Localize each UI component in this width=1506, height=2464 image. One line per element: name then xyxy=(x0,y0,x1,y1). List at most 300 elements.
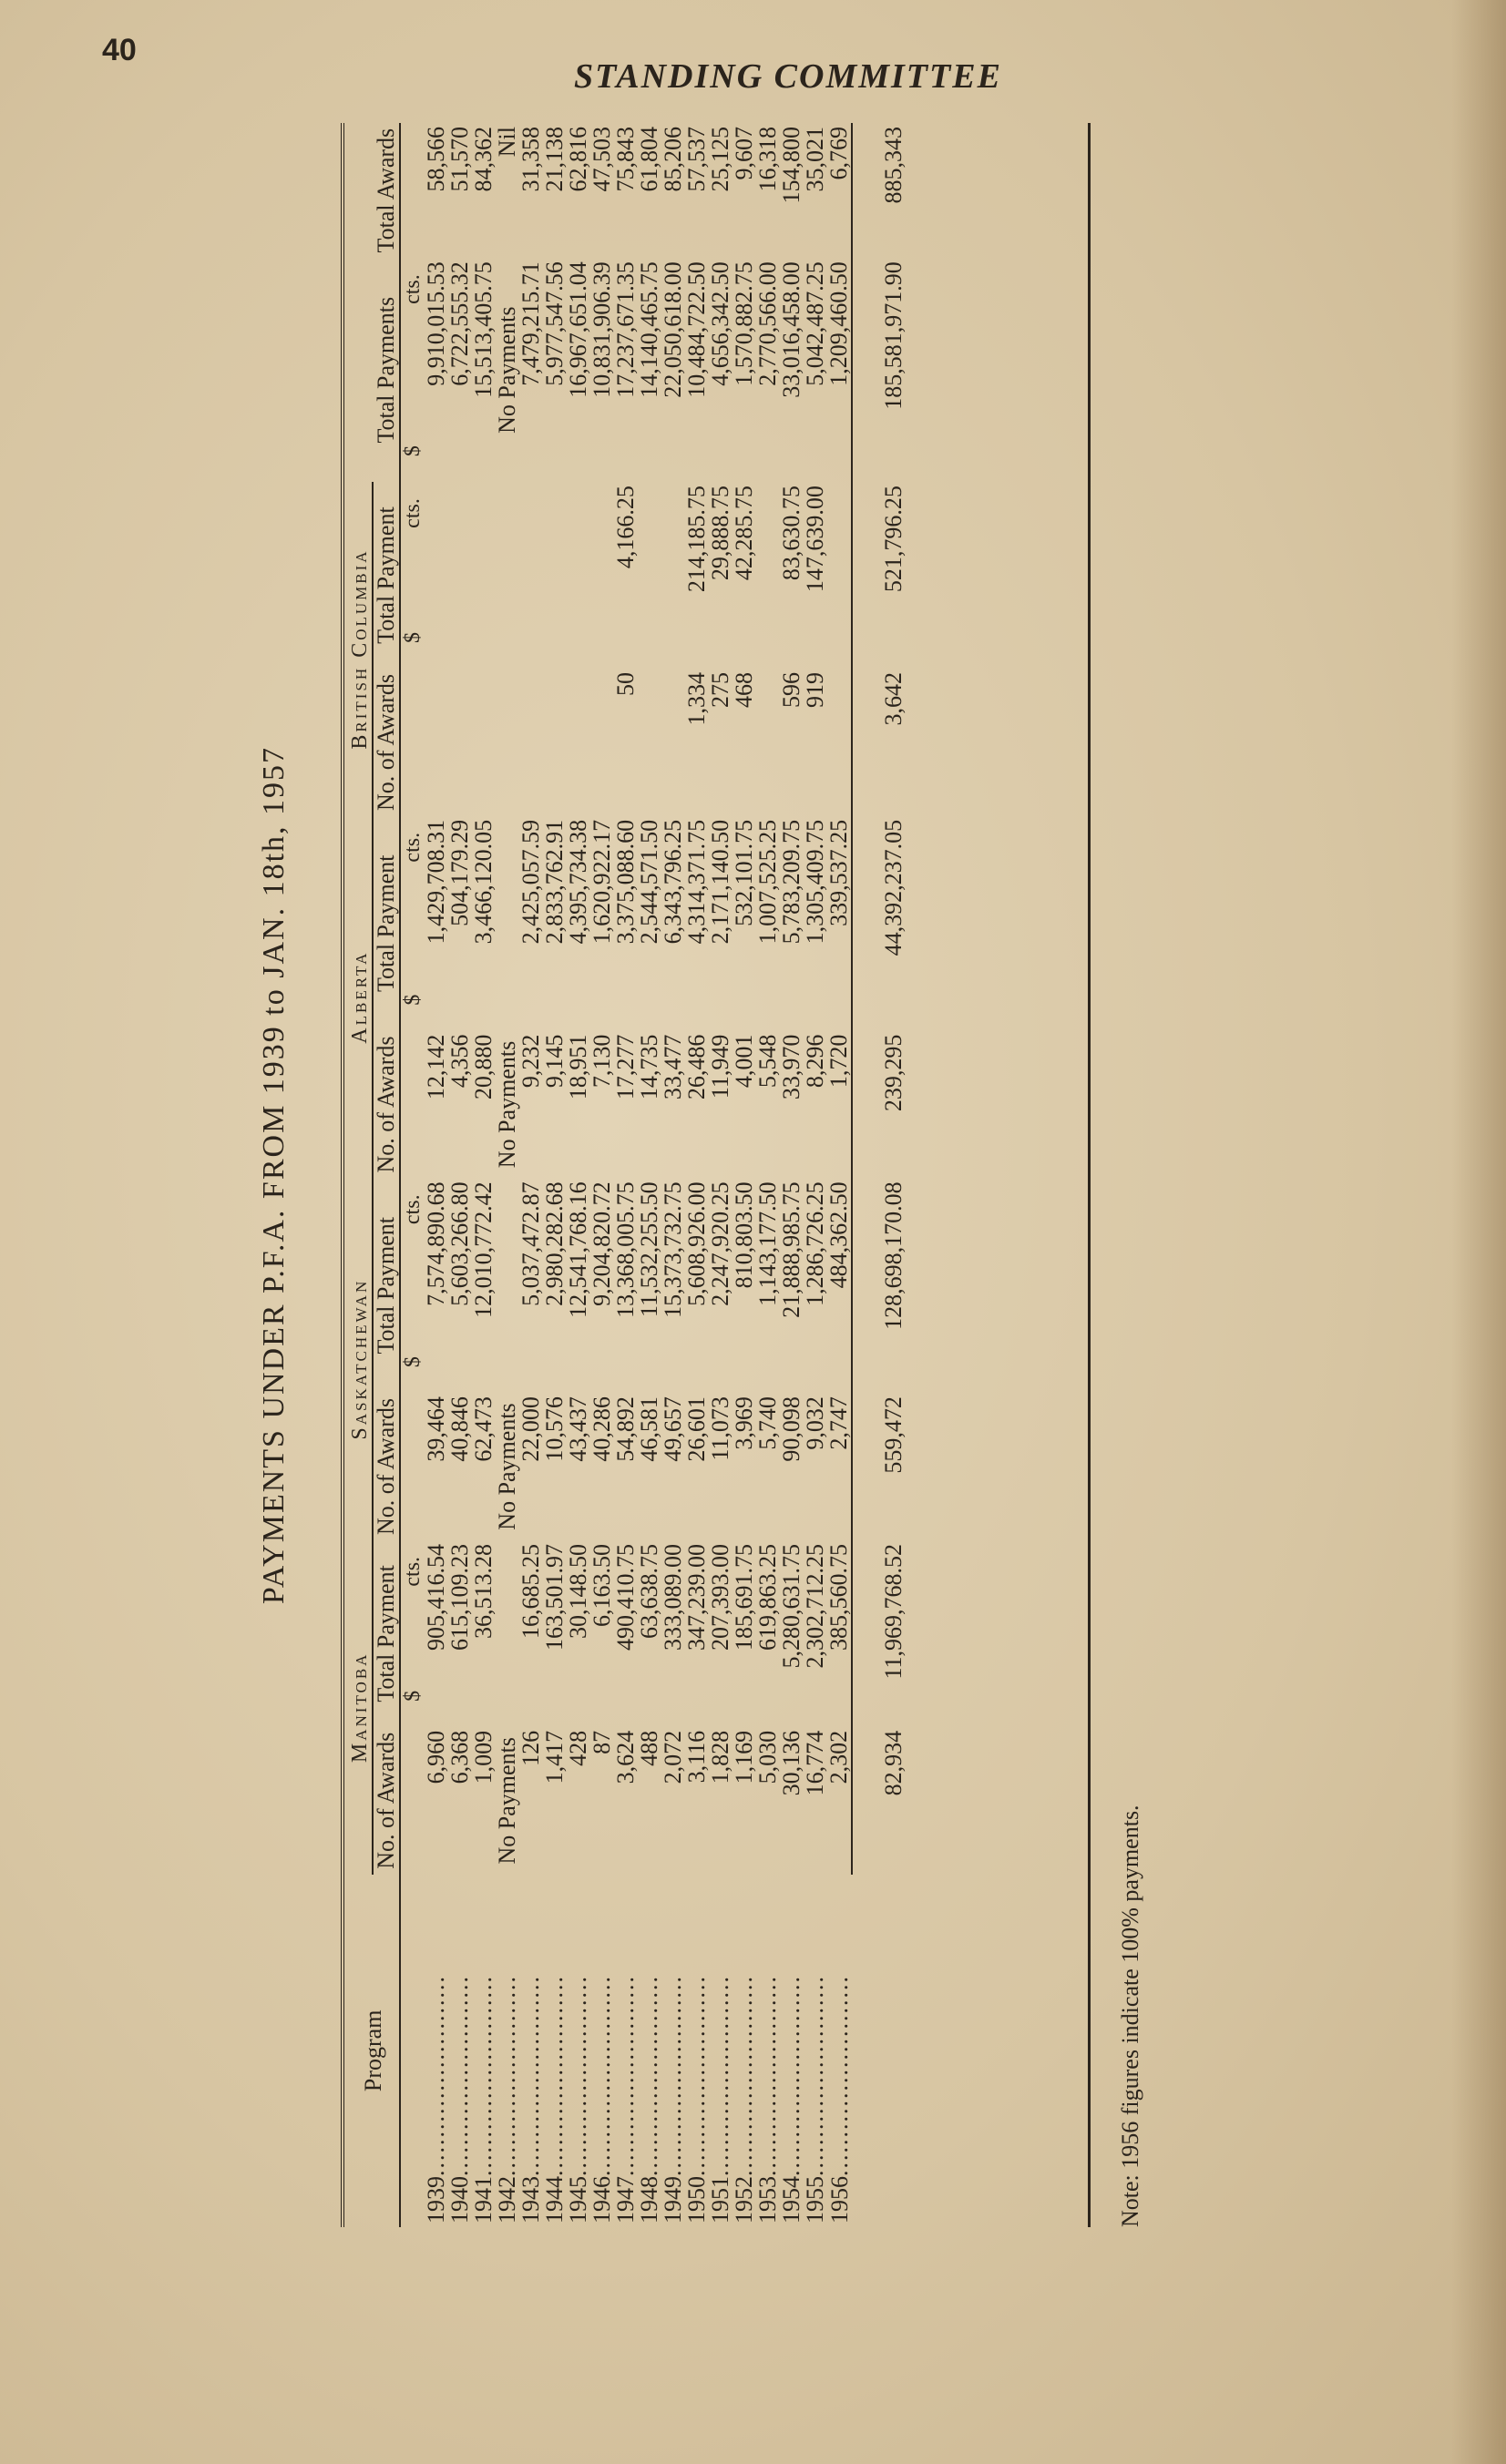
year-label: 1954 xyxy=(778,2176,804,2224)
table-row xyxy=(827,123,852,2227)
cell-sk-n: 49,657 xyxy=(660,1396,686,1462)
cell-bc-p xyxy=(590,482,614,669)
cell-tot-p: 6,722,555.32 xyxy=(446,261,473,386)
cell-mb-p: 385,560.75 xyxy=(825,1543,852,1651)
cell-tot-p: 16,967,651.04 xyxy=(565,261,591,398)
cell-bc-p xyxy=(425,482,448,669)
leader-dots: .......................... xyxy=(636,1975,662,2176)
mb-payment-header: Total Payment xyxy=(373,1540,400,1727)
cell-sk-p: 484,362.50 xyxy=(825,1181,852,1289)
cell-ab-p: 6,343,796.25 xyxy=(660,819,686,945)
cell-sk-p: 7,574,890.68 xyxy=(423,1181,449,1306)
cell-ab-n: 8,296 xyxy=(802,1034,828,1089)
cell-ab-n: 12,142 xyxy=(423,1034,449,1100)
cell-mb-n: 5,030 xyxy=(754,1730,781,1784)
dollar-sign: $ xyxy=(401,445,425,457)
cell-bc-n xyxy=(448,669,472,816)
leader-dots: .......................... xyxy=(754,1975,781,2176)
cell-bc-n: 468 xyxy=(731,672,757,709)
cell-mb-n: 1,169 xyxy=(731,1730,757,1784)
cell-ab-n: 9,145 xyxy=(541,1034,568,1089)
cell-ab-p: 1,007,525.25 xyxy=(754,819,781,945)
cell-sk-n: 62,473 xyxy=(470,1396,497,1462)
leader-dots: .......................... xyxy=(446,1975,473,2176)
cell-ab-n: 17,277 xyxy=(612,1034,639,1100)
cell-tot-n: 9,607 xyxy=(731,127,757,180)
cell-ab-p: 1,620,922.17 xyxy=(589,819,615,945)
cell-tot-n: 61,804 xyxy=(636,127,662,192)
program-year xyxy=(496,1875,519,2227)
cell-bc-n xyxy=(472,669,496,816)
cell-mb-p: 619,863.25 xyxy=(754,1543,781,1651)
cell-mb-n: 1,417 xyxy=(541,1730,568,1784)
cell-sk-p: 2,980,282.68 xyxy=(541,1181,568,1306)
cell-mb-n: 1,828 xyxy=(707,1730,733,1784)
cell-sk-p: 15,373,732.75 xyxy=(660,1181,686,1318)
cell-bc-p xyxy=(472,482,496,669)
cell-tot-n: 16,318 xyxy=(754,127,781,192)
cell-sk-n: 5,740 xyxy=(754,1396,781,1450)
bc-payment-header: Total Payment xyxy=(373,482,400,669)
cell-mb-p: 63,638.75 xyxy=(636,1543,662,1639)
cell-mb-n: 30,136 xyxy=(778,1730,804,1796)
total-ab-p: 44,392,237.05 xyxy=(880,819,907,956)
cell-mb-p: 30,148.50 xyxy=(565,1543,591,1639)
cell-sk-n: 39,464 xyxy=(423,1396,449,1462)
leader-dots: .......................... xyxy=(707,1975,733,2176)
cell-tot-p: 33,016,458.00 xyxy=(778,261,804,398)
leader-dots: .......................... xyxy=(423,1975,449,2176)
cell-ab-p: 3,375,088.60 xyxy=(612,819,639,945)
program-header: Program xyxy=(348,1875,400,2227)
cell-mb-n: 428 xyxy=(565,1730,591,1766)
cell-tot-p: 1,570,882.75 xyxy=(731,261,757,386)
cell-mb-p: 905,416.54 xyxy=(423,1543,449,1651)
year-label: 1955 xyxy=(802,2176,828,2224)
table-row xyxy=(733,123,756,2227)
cents-label: cts. xyxy=(401,1194,425,1225)
cell-bc-n xyxy=(638,669,661,816)
cell-mb-n: 126 xyxy=(517,1730,544,1766)
table-row xyxy=(685,123,709,2227)
cell-bc-p xyxy=(567,482,590,669)
year-label: 1939 xyxy=(423,2176,449,2224)
cell-tot-n: 62,816 xyxy=(565,127,591,192)
cell-bc-p xyxy=(519,482,543,669)
program-year xyxy=(472,1875,496,2227)
cell-ab-p: 3,466,120.05 xyxy=(470,819,497,945)
cell-bc-p: 83,630.75 xyxy=(778,486,804,581)
cell-sk-p: 810,803.50 xyxy=(731,1181,757,1289)
cell-tot-p: 5,042,487.25 xyxy=(802,261,828,386)
leader-dots: .......................... xyxy=(660,1975,686,2176)
cell-ab-n: No Payments xyxy=(494,1040,520,1169)
cell-ab-p: 1,305,409.75 xyxy=(802,819,828,945)
leader-dots: .......................... xyxy=(470,1975,497,2176)
cell-tot-p: 10,484,722.50 xyxy=(683,261,710,398)
cell-sk-n: 9,032 xyxy=(802,1396,828,1450)
cell-mb-n: 6,368 xyxy=(446,1730,473,1784)
rotated-table-block xyxy=(257,123,1177,2227)
leader-dots: .......................... xyxy=(802,1975,828,2176)
table-row xyxy=(519,123,543,2227)
cell-bc-p: 147,639.00 xyxy=(802,486,828,593)
cents-label: cts. xyxy=(401,1556,425,1587)
payments-table xyxy=(348,123,906,2227)
ab-payment-header: Total Payment xyxy=(373,816,400,1031)
year-label: 1941 xyxy=(470,2176,497,2224)
total-bc-n: 3,642 xyxy=(880,672,907,726)
running-head: STANDING COMMITTEE xyxy=(574,57,1002,96)
leader-dots: .......................... xyxy=(778,1975,804,2176)
sk-awards-header: No. of Awards xyxy=(373,1393,400,1540)
program-year xyxy=(685,1875,709,2227)
cell-ab-p xyxy=(496,816,519,1031)
cell-bc-p: 4,166.25 xyxy=(612,486,639,569)
cell-tot-n: 21,138 xyxy=(541,127,568,192)
cell-bc-p xyxy=(638,482,661,669)
cell-ab-p: 2,833,762.91 xyxy=(541,819,568,945)
cell-mb-p: 185,691.75 xyxy=(731,1543,757,1651)
program-year xyxy=(733,1875,756,2227)
leader-dots: .......................... xyxy=(494,1975,520,2176)
leader-dots: .......................... xyxy=(565,1975,591,2176)
table-row xyxy=(590,123,614,2227)
cell-tot-p: 4,656,342.50 xyxy=(707,261,733,386)
sk-payment-header: Total Payment xyxy=(373,1178,400,1393)
year-label: 1953 xyxy=(754,2176,781,2224)
cell-sk-p: 21,888,985.75 xyxy=(778,1181,804,1318)
cell-sk-p: 12,010,772.42 xyxy=(470,1181,497,1318)
cell-ab-n: 20,880 xyxy=(470,1034,497,1100)
cell-ab-n: 33,477 xyxy=(660,1034,686,1100)
cell-sk-p: 5,603,266.80 xyxy=(446,1181,473,1306)
cell-bc-p xyxy=(543,482,567,669)
totals-row xyxy=(858,123,906,2227)
totals-rule-row xyxy=(852,123,858,2227)
cell-tot-p: 15,513,405.75 xyxy=(470,261,497,398)
dollar-sign: $ xyxy=(401,1356,425,1368)
cell-mb-n: 488 xyxy=(636,1730,662,1766)
bc-awards-header: No. of Awards xyxy=(373,669,400,816)
program-year xyxy=(661,1875,685,2227)
total-mb-n: 82,934 xyxy=(880,1730,907,1796)
program-year xyxy=(567,1875,590,2227)
table-row xyxy=(638,123,661,2227)
cell-ab-p: 4,395,734.38 xyxy=(565,819,591,945)
cell-tot-p: 9,910,015.53 xyxy=(423,261,449,386)
cell-mb-p: 16,685.25 xyxy=(517,1543,544,1639)
footnote: Note: 1956 figures indicate 100% payments. xyxy=(1117,1805,1143,2227)
page-edge-shadow xyxy=(1451,0,1506,2464)
cell-tot-n: 75,843 xyxy=(612,127,639,192)
bottom-rule xyxy=(1088,123,1091,2227)
year-label: 1946 xyxy=(589,2176,615,2224)
cell-sk-n: 40,286 xyxy=(589,1396,615,1462)
cell-bc-n xyxy=(756,669,780,816)
total-sk-n: 559,472 xyxy=(880,1396,907,1474)
table-row xyxy=(709,123,733,2227)
cell-tot-p: No Payments xyxy=(494,306,520,434)
cell-tot-p: 1,209,460.50 xyxy=(825,261,852,386)
table-row xyxy=(567,123,590,2227)
program-year xyxy=(780,1875,804,2227)
cell-tot-p: 22,050,618.00 xyxy=(660,261,686,398)
program-year xyxy=(638,1875,661,2227)
cell-bc-p: 214,185.75 xyxy=(683,486,710,593)
cell-mb-n: 87 xyxy=(589,1730,615,1754)
cell-bc-p xyxy=(448,482,472,669)
program-year xyxy=(448,1875,472,2227)
cell-ab-n: 33,970 xyxy=(778,1034,804,1100)
cell-mb-p: 347,239.00 xyxy=(683,1543,710,1651)
cell-tot-n: 84,362 xyxy=(470,127,497,192)
cell-sk-n: 40,846 xyxy=(446,1396,473,1462)
cell-bc-n: 1,334 xyxy=(683,672,710,726)
cell-bc-n xyxy=(543,669,567,816)
cell-sk-p: 5,037,472.87 xyxy=(517,1181,544,1306)
cell-tot-n: 85,206 xyxy=(660,127,686,192)
cell-mb-n: 3,624 xyxy=(612,1730,639,1784)
cell-ab-p: 532,101.75 xyxy=(731,819,757,926)
year-label: 1942 xyxy=(494,2176,520,2224)
cell-mb-n: 2,302 xyxy=(825,1730,852,1784)
cents-label: cts. xyxy=(401,498,425,528)
program-year xyxy=(827,1875,852,2227)
cell-bc-n: 50 xyxy=(612,672,639,697)
cell-tot-n: 57,537 xyxy=(683,127,710,192)
cell-bc-p: 29,888.75 xyxy=(707,486,733,581)
cell-tot-n: 154,800 xyxy=(778,127,804,204)
program-year xyxy=(519,1875,543,2227)
table-body xyxy=(400,123,906,2227)
cell-ab-n: 9,232 xyxy=(517,1034,544,1089)
table-row xyxy=(661,123,685,2227)
cell-ab-n: 11,949 xyxy=(707,1034,733,1099)
cell-ab-n: 18,951 xyxy=(565,1034,591,1100)
leader-dots: .......................... xyxy=(541,1975,568,2176)
cell-sk-n: 46,581 xyxy=(636,1396,662,1462)
cell-mb-n: No Payments xyxy=(494,1737,520,1865)
cell-tot-n: 51,570 xyxy=(446,127,473,192)
cell-sk-n: 10,576 xyxy=(541,1396,568,1462)
total-payments-header: Total Payments xyxy=(348,258,400,482)
cell-sk-p: 1,143,177.50 xyxy=(754,1181,781,1306)
cell-tot-n: 25,125 xyxy=(707,127,733,192)
cell-ab-n: 4,356 xyxy=(446,1034,473,1089)
cell-tot-p: 2,770,566.00 xyxy=(754,261,781,386)
total-tot-n: 885,343 xyxy=(880,127,907,204)
cell-tot-n: Nil xyxy=(494,127,520,158)
cell-ab-p: 504,179.29 xyxy=(446,819,473,926)
cell-tot-p: 17,237,671.35 xyxy=(612,261,639,398)
table-row xyxy=(472,123,496,2227)
cell-bc-p xyxy=(661,482,685,669)
cell-sk-n: 22,000 xyxy=(517,1396,544,1462)
cell-mb-n: 16,774 xyxy=(802,1730,828,1796)
cell-mb-p: 5,280,631.75 xyxy=(778,1543,804,1669)
cell-sk-p: 1,286,726.25 xyxy=(802,1181,828,1306)
cell-mb-n: 1,009 xyxy=(470,1730,497,1784)
mb-awards-header: No. of Awards xyxy=(373,1727,400,1875)
year-label: 1949 xyxy=(660,2176,686,2224)
cell-ab-n: 5,548 xyxy=(754,1034,781,1089)
year-label: 1943 xyxy=(517,2176,544,2224)
cell-sk-n: 54,892 xyxy=(612,1396,639,1462)
cell-ab-n: 1,720 xyxy=(825,1034,852,1089)
cell-tot-n: 31,358 xyxy=(517,127,544,192)
program-year xyxy=(614,1875,638,2227)
dollar-sign: $ xyxy=(401,1690,425,1702)
year-label: 1947 xyxy=(612,2176,639,2224)
cell-sk-p xyxy=(496,1178,519,1393)
cell-sk-p: 12,541,768.16 xyxy=(565,1181,591,1318)
cell-mb-p: 6,163.50 xyxy=(589,1543,615,1627)
province-header-manitoba: Manitoba xyxy=(348,1540,373,1875)
year-label: 1950 xyxy=(683,2176,710,2224)
cell-ab-n: 14,735 xyxy=(636,1034,662,1100)
leader-dots: .......................... xyxy=(683,1975,710,2176)
year-label: 1951 xyxy=(707,2176,733,2224)
cell-bc-n xyxy=(661,669,685,816)
cell-mb-p xyxy=(496,1540,519,1727)
program-year xyxy=(425,1875,448,2227)
cell-ab-n: 7,130 xyxy=(589,1034,615,1089)
cell-mb-p: 2,302,712.25 xyxy=(802,1543,828,1669)
table-title: PAYMENTS UNDER P.F.A. FROM 1939 to JAN. 18th, 1957 xyxy=(257,745,291,1605)
cell-bc-n xyxy=(519,669,543,816)
table-row xyxy=(543,123,567,2227)
cell-sk-n: 90,098 xyxy=(778,1396,804,1462)
cell-sk-n: 3,969 xyxy=(731,1396,757,1450)
cell-ab-p: 4,314,371.75 xyxy=(683,819,710,945)
year-label: 1948 xyxy=(636,2176,662,2224)
cell-bc-p: 42,285.75 xyxy=(731,486,757,581)
cell-ab-p: 339,537.25 xyxy=(825,819,852,926)
total-bc-p: 521,796.25 xyxy=(880,486,907,593)
table-row xyxy=(448,123,472,2227)
program-year xyxy=(709,1875,733,2227)
province-header-saskatchewan: Saskatchewan xyxy=(348,1178,373,1540)
cell-mb-n: 2,072 xyxy=(660,1730,686,1784)
province-header-british-columbia: British Columbia xyxy=(348,482,373,816)
cell-mb-p: 333,089.00 xyxy=(660,1543,686,1651)
table-row xyxy=(756,123,780,2227)
program-year xyxy=(804,1875,827,2227)
cell-tot-p: 7,479,215.71 xyxy=(517,261,544,386)
page-number: 40 xyxy=(102,33,137,67)
year-label: 1940 xyxy=(446,2176,473,2224)
cell-ab-n: 4,001 xyxy=(731,1034,757,1089)
ab-awards-header: No. of Awards xyxy=(373,1031,400,1179)
leader-dots: .......................... xyxy=(731,1975,757,2176)
cell-bc-n xyxy=(425,669,448,816)
cell-sk-p: 2,247,920.25 xyxy=(707,1181,733,1306)
cell-mb-p: 207,393.00 xyxy=(707,1543,733,1651)
cell-bc-n: 596 xyxy=(778,672,804,709)
leader-dots: .......................... xyxy=(825,1975,853,2176)
total-mb-p: 11,969,768.52 xyxy=(880,1543,907,1680)
program-year xyxy=(543,1875,567,2227)
cell-ab-p: 5,783,209.75 xyxy=(778,819,804,945)
top-double-rule xyxy=(341,123,344,2227)
table-row xyxy=(496,123,519,2227)
leader-dots: .......................... xyxy=(589,1975,615,2176)
table-row xyxy=(425,123,448,2227)
dollar-sign: $ xyxy=(401,632,425,644)
cell-ab-p: 2,425,057.59 xyxy=(517,819,544,945)
program-year xyxy=(590,1875,614,2227)
leader-dots: .......................... xyxy=(517,1975,544,2176)
cell-bc-n xyxy=(496,669,519,816)
province-header-alberta: Alberta xyxy=(348,816,373,1179)
cell-sk-p: 13,368,005.75 xyxy=(612,1181,639,1318)
cents-label: cts. xyxy=(401,274,425,304)
cell-mb-p: 163,501.97 xyxy=(541,1543,568,1651)
cell-mb-n: 6,960 xyxy=(423,1730,449,1784)
cell-bc-n: 275 xyxy=(707,672,733,709)
province-header-row xyxy=(348,123,373,2227)
cell-tot-p: 5,977,547.56 xyxy=(541,261,568,386)
total-awards-header: Total Awards xyxy=(348,123,400,258)
cell-ab-n: 26,486 xyxy=(683,1034,710,1100)
cell-ab-p: 2,171,140.50 xyxy=(707,819,733,945)
program-year xyxy=(756,1875,780,2227)
cell-bc-n xyxy=(590,669,614,816)
cell-bc-n xyxy=(827,669,852,816)
cell-bc-p xyxy=(496,482,519,669)
cell-bc-n xyxy=(567,669,590,816)
cell-sk-n: 26,601 xyxy=(683,1396,710,1462)
total-sk-p: 128,698,170.08 xyxy=(880,1181,907,1330)
cell-mb-p: 36,513.28 xyxy=(470,1543,497,1639)
cell-sk-n: No Payments xyxy=(494,1403,520,1530)
cell-sk-n: 43,437 xyxy=(565,1396,591,1462)
cell-sk-p: 5,608,926.00 xyxy=(683,1181,710,1306)
cell-sk-p: 11,532,255.50 xyxy=(636,1181,662,1317)
cell-tot-n: 58,566 xyxy=(423,127,449,192)
cents-label: cts. xyxy=(401,832,425,863)
leader-dots: .......................... xyxy=(612,1975,639,2176)
year-label: 1956 xyxy=(825,2176,853,2224)
total-ab-n: 239,295 xyxy=(880,1034,907,1112)
year-label: 1944 xyxy=(541,2176,568,2224)
cell-ab-p: 1,429,708.31 xyxy=(423,819,449,945)
cell-tot-n: 35,021 xyxy=(802,127,828,192)
cell-bc-n: 919 xyxy=(802,672,828,709)
cell-tot-n: 47,503 xyxy=(589,127,615,192)
cell-tot-n: 6,769 xyxy=(825,127,852,180)
table-row xyxy=(614,123,638,2227)
cell-bc-p xyxy=(756,482,780,669)
cell-mb-p: 490,410.75 xyxy=(612,1543,639,1651)
table-row xyxy=(804,123,827,2227)
dollar-sign: $ xyxy=(401,994,425,1006)
cell-tot-p: 14,140,465.75 xyxy=(636,261,662,398)
year-label: 1952 xyxy=(731,2176,757,2224)
cell-mb-n: 3,116 xyxy=(683,1730,710,1784)
cell-ab-p: 2,544,571.50 xyxy=(636,819,662,945)
cell-sk-n: 11,073 xyxy=(707,1396,733,1461)
cell-tot-p: 10,831,906.39 xyxy=(589,261,615,398)
cell-bc-p xyxy=(827,482,852,669)
units-row xyxy=(400,123,425,2227)
table-row xyxy=(780,123,804,2227)
cell-sk-n: 2,747 xyxy=(825,1396,852,1450)
total-tot-p: 185,581,971.90 xyxy=(880,261,907,410)
cell-sk-p: 9,204,820.72 xyxy=(589,1181,615,1306)
year-label: 1945 xyxy=(565,2176,591,2224)
